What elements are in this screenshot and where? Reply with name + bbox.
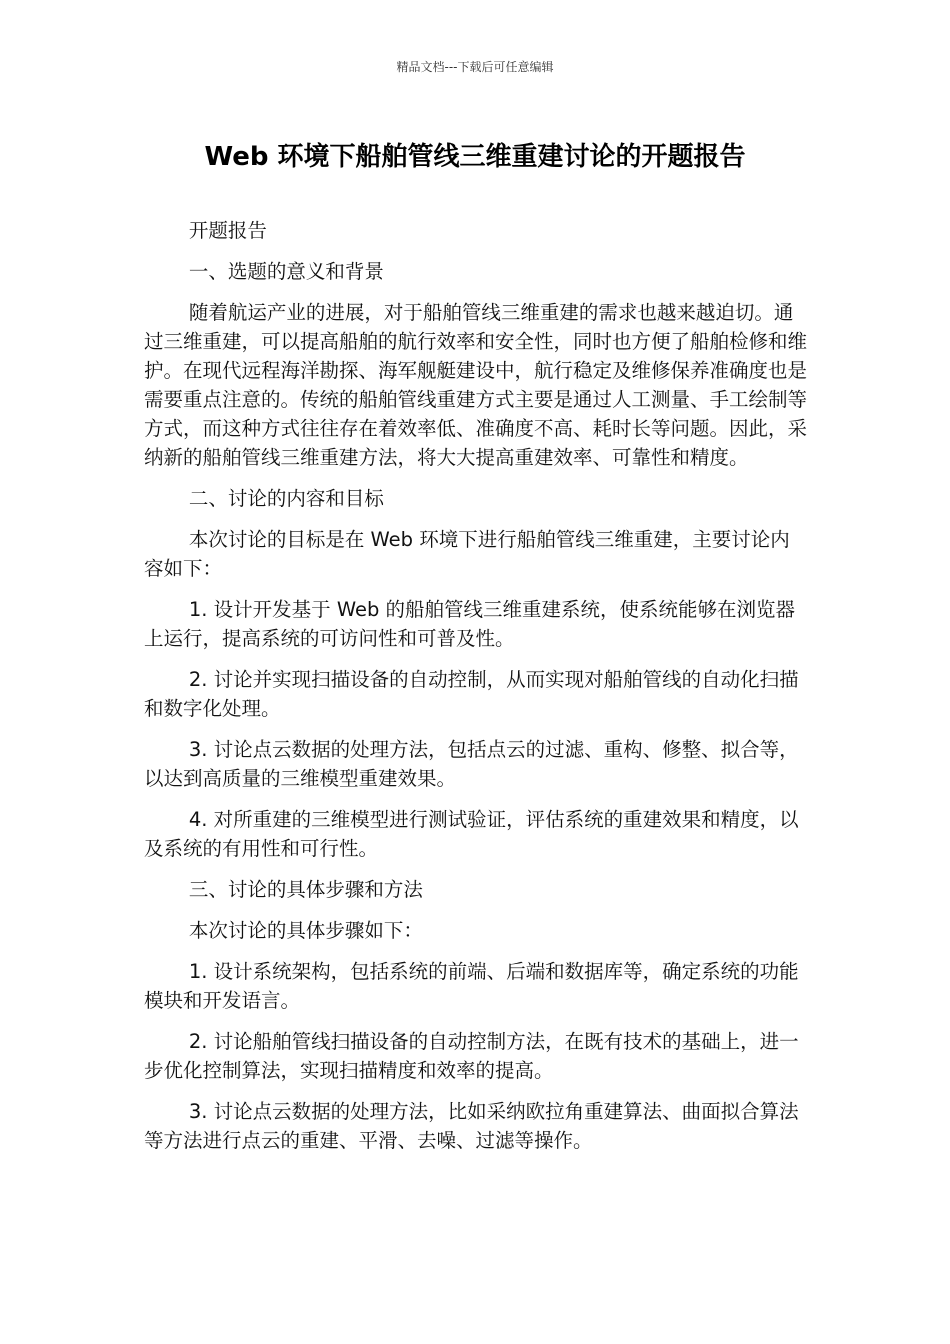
- paragraph-background: 随着航运产业的进展，对于船舶管线三维重建的需求也越来越迫切。通过三维重建，可以提高船舶的航行效率和安全性，同时也方便了船舶检修和维护。在现代远程海洋勘探、海军舰艇建设中，航行稳定及维修保养准确度也是需要重点注意的。传统的船舶管线重建方式主要是通过人工测量、手工绘制等方式，而这种方式往往存在着效率低、准确度不高、耗时长等问题。因此，采纳新的船舶管线三维重建方法，将大大提高重建效率、可靠性和精度。: [144, 301, 808, 469]
- section-heading-3: 三、讨论的具体步骤和方法: [188, 878, 423, 901]
- document-body: [144, 216, 808, 1155]
- list-item: 3. 讨论点云数据的处理方法，包括点云的过滤、重构、修整、拟合等，以达到高质量的三维模型重建效果。: [144, 738, 799, 790]
- list-item: 1. 设计开发基于 Web 的船舶管线三维重建系统，使系统能够在浏览器上运行，提高系统的可访问性和可普及性。: [144, 598, 796, 650]
- page-header: 精品文档---下载后可任意编辑: [396, 60, 554, 74]
- paragraph-report-label: 开题报告: [188, 219, 267, 242]
- document-title: Web 环境下船舶管线三维重建讨论的开题报告: [204, 142, 746, 172]
- paragraph-goal-intro: 本次讨论的目标是在 Web 环境下进行船舶管线三维重建，主要讨论内容如下：: [144, 528, 790, 580]
- list-item: 1. 设计系统架构，包括系统的前端、后端和数据库等，确定系统的功能模块和开发语言。: [144, 960, 799, 1012]
- list-item: 4. 对所重建的三维模型进行测试验证，评估系统的重建效果和精度，以及系统的有用性和可行性。: [144, 808, 799, 860]
- list-item: 2. 讨论并实现扫描设备的自动控制，从而实现对船舶管线的自动化扫描和数字化处理。: [144, 668, 799, 720]
- paragraph-steps-intro: 本次讨论的具体步骤如下：: [188, 919, 423, 942]
- list-item: 3. 讨论点云数据的处理方法，比如采纳欧拉角重建算法、曲面拟合算法等方法进行点云的重建、平滑、去噪、过滤等操作。: [144, 1100, 799, 1152]
- section-heading-2: 二、讨论的内容和目标: [188, 487, 384, 510]
- section-heading-1: 一、选题的意义和背景: [188, 260, 384, 283]
- list-item: 2. 讨论船舶管线扫描设备的自动控制方法，在既有技术的基础上，进一步优化控制算法，实现扫描精度和效率的提高。: [144, 1030, 799, 1082]
